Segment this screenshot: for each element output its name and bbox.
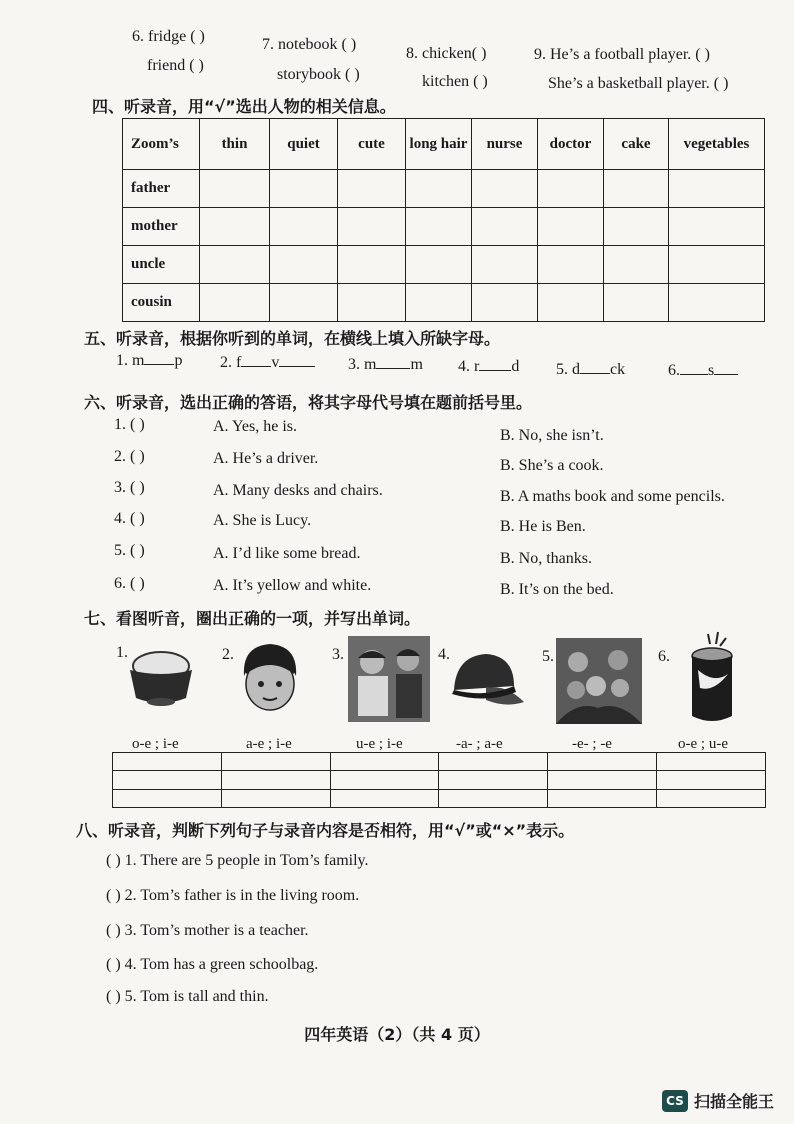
- cell[interactable]: [113, 789, 222, 807]
- q7-5-number: 5.: [542, 648, 554, 665]
- rice-bowl-icon: [124, 644, 198, 715]
- section7-answer-grid: [112, 752, 766, 808]
- row-mother: mother: [123, 208, 200, 246]
- cell[interactable]: [338, 208, 406, 246]
- cell[interactable]: [406, 170, 472, 208]
- cell[interactable]: [538, 170, 604, 208]
- header-quiet: quiet: [270, 119, 338, 170]
- scanner-watermark: [662, 1089, 774, 1112]
- cell[interactable]: [439, 753, 548, 771]
- q8-2[interactable]: ( ) 2. Tom’s father is in the living room.: [106, 887, 360, 904]
- q7-2-options[interactable]: a-e ; i-e: [246, 736, 292, 752]
- cap-icon: [446, 648, 526, 715]
- item-football: 9. He’s a football player. ( ): [534, 46, 710, 63]
- header-doctor: doctor: [538, 119, 604, 170]
- fill-item-2[interactable]: 2. f v: [220, 354, 315, 372]
- cell[interactable]: [200, 284, 270, 322]
- cell[interactable]: [270, 170, 338, 208]
- q6-3-number[interactable]: 3. ( ): [114, 479, 145, 496]
- cell[interactable]: [472, 208, 538, 246]
- boy-face-icon: [238, 638, 302, 723]
- cell[interactable]: [439, 789, 548, 807]
- soda-can-icon: [684, 630, 744, 731]
- header-thin: thin: [200, 119, 270, 170]
- q6-3-option-a: A. Many desks and chairs.: [213, 482, 383, 499]
- q7-4-number: 4.: [438, 646, 450, 663]
- cell[interactable]: [472, 170, 538, 208]
- q7-3-options[interactable]: u-e ; i-e: [356, 736, 403, 752]
- cell[interactable]: [604, 284, 669, 322]
- q8-5[interactable]: ( ) 5. Tom is tall and thin.: [106, 988, 269, 1005]
- cell[interactable]: [669, 284, 765, 322]
- fill-item-6[interactable]: 6. s: [668, 362, 738, 380]
- q6-4-option-a: A. She is Lucy.: [213, 512, 312, 529]
- cell[interactable]: [330, 789, 439, 807]
- item-storybook: storybook ( ): [277, 66, 360, 83]
- q6-1-option-a: A. Yes, he is.: [213, 418, 298, 435]
- q7-1-options[interactable]: o-e ; i-e: [132, 736, 179, 752]
- q7-5-options[interactable]: -e- ; -e: [572, 736, 612, 752]
- q7-6-number: 6.: [658, 648, 670, 665]
- cell[interactable]: [200, 246, 270, 284]
- q6-1-number[interactable]: 1. ( ): [114, 416, 145, 433]
- cell[interactable]: [657, 789, 766, 807]
- people-reading-icon: [348, 636, 430, 727]
- cell[interactable]: [200, 170, 270, 208]
- item-fridge: 6. fridge ( ): [132, 28, 205, 45]
- q7-1-number: 1.: [116, 644, 128, 661]
- camscanner-logo-icon: CS: [662, 1090, 688, 1112]
- cell[interactable]: [669, 246, 765, 284]
- q8-1[interactable]: ( ) 1. There are 5 people in Tom’s family.: [106, 852, 369, 869]
- header-vegetables: vegetables: [669, 119, 765, 170]
- cell[interactable]: [669, 208, 765, 246]
- cell[interactable]: [113, 771, 222, 789]
- fill-item-4[interactable]: 4. r d: [458, 358, 520, 375]
- cell[interactable]: [538, 208, 604, 246]
- fill-item-1[interactable]: 1. m p: [116, 352, 183, 369]
- q6-2-option-a: A. He’s a driver.: [213, 450, 319, 467]
- q6-2-number[interactable]: 2. ( ): [114, 448, 145, 465]
- q7-2-number: 2.: [222, 646, 234, 663]
- cell[interactable]: [657, 771, 766, 789]
- row-father: father: [123, 170, 200, 208]
- item-notebook: 7. notebook ( ): [262, 36, 357, 53]
- header-cake: cake: [604, 119, 669, 170]
- q7-6-options[interactable]: o-e ; u-e: [678, 736, 728, 752]
- section4-title: 四、听录音，用“√”选出人物的相关信息。: [92, 97, 396, 116]
- header-long-hair: long hair: [406, 119, 472, 170]
- q6-6-option-a: A. It’s yellow and white.: [213, 577, 372, 594]
- header-cute: cute: [338, 119, 406, 170]
- item-friend: friend ( ): [147, 57, 204, 74]
- cell[interactable]: [538, 246, 604, 284]
- cell[interactable]: [472, 246, 538, 284]
- q8-3[interactable]: ( ) 3. Tom’s mother is a teacher.: [106, 922, 309, 939]
- q6-6-number[interactable]: 6. ( ): [114, 575, 145, 592]
- cell[interactable]: [406, 208, 472, 246]
- cell[interactable]: [338, 246, 406, 284]
- cell[interactable]: [548, 771, 657, 789]
- cell[interactable]: [472, 284, 538, 322]
- fill-item-3[interactable]: 3. m m: [348, 356, 423, 373]
- q6-5-option-a: A. I’d like some bread.: [213, 545, 361, 562]
- cell[interactable]: [221, 771, 330, 789]
- cell[interactable]: [604, 208, 669, 246]
- cell[interactable]: [548, 753, 657, 771]
- section8-title: 八、听录音，判断下列句子与录音内容是否相符，用“√”或“×”表示。: [76, 821, 575, 840]
- cell[interactable]: [406, 284, 472, 322]
- q8-4[interactable]: ( ) 4. Tom has a green schoolbag.: [106, 956, 319, 973]
- cell[interactable]: [330, 753, 439, 771]
- cell[interactable]: [221, 789, 330, 807]
- cell[interactable]: [221, 753, 330, 771]
- q6-5-number[interactable]: 5. ( ): [114, 542, 145, 559]
- cell[interactable]: [270, 208, 338, 246]
- section7-title: 七、看图听音，圈出正确的一项，并写出单词。: [84, 609, 421, 628]
- cell[interactable]: [604, 170, 669, 208]
- item-chicken: 8. chicken( ): [406, 45, 487, 62]
- row-uncle: uncle: [123, 246, 200, 284]
- family-photo-icon: [556, 638, 642, 729]
- q6-4-number[interactable]: 4. ( ): [114, 510, 145, 527]
- cell[interactable]: [338, 170, 406, 208]
- cell[interactable]: [669, 170, 765, 208]
- cell[interactable]: [270, 284, 338, 322]
- cell[interactable]: [113, 753, 222, 771]
- item-kitchen: kitchen ( ): [422, 73, 488, 90]
- section4-table: [122, 118, 765, 322]
- cell[interactable]: [406, 246, 472, 284]
- q6-4-option-b: B. He is Ben.: [500, 518, 586, 535]
- fill-item-5[interactable]: 5. d ck: [556, 361, 626, 378]
- cell[interactable]: [270, 246, 338, 284]
- item-basketball: She’s a basketball player. ( ): [548, 75, 729, 92]
- watermark-text: 扫描全能王: [693, 1092, 774, 1111]
- cell[interactable]: [439, 771, 548, 789]
- header-nurse: nurse: [472, 119, 538, 170]
- cell[interactable]: [604, 246, 669, 284]
- q6-1-option-b: B. No, she isn’t.: [500, 427, 604, 444]
- section5-title: 五、听录音，根据你听到的单词，在横线上填入所缺字母。: [84, 329, 501, 348]
- q7-4-options[interactable]: -a- ; a-e: [456, 736, 503, 752]
- cell[interactable]: [657, 753, 766, 771]
- q6-3-option-b: B. A maths book and some pencils.: [500, 488, 725, 505]
- cell[interactable]: [548, 789, 657, 807]
- q6-5-option-b: B. No, thanks.: [500, 550, 592, 567]
- header-zoom: Zoom’s: [123, 119, 200, 170]
- q6-6-option-b: B. It’s on the bed.: [500, 581, 614, 598]
- cell[interactable]: [200, 208, 270, 246]
- section6-title: 六、听录音，选出正确的答语，将其字母代号填在题前括号里。: [84, 393, 533, 412]
- row-cousin: cousin: [123, 284, 200, 322]
- q7-3-number: 3.: [332, 646, 344, 663]
- cell[interactable]: [538, 284, 604, 322]
- cell[interactable]: [338, 284, 406, 322]
- cell[interactable]: [330, 771, 439, 789]
- page-footer: 四年英语（2）（共 4 页）: [304, 1025, 490, 1044]
- q6-2-option-b: B. She’s a cook.: [500, 457, 604, 474]
